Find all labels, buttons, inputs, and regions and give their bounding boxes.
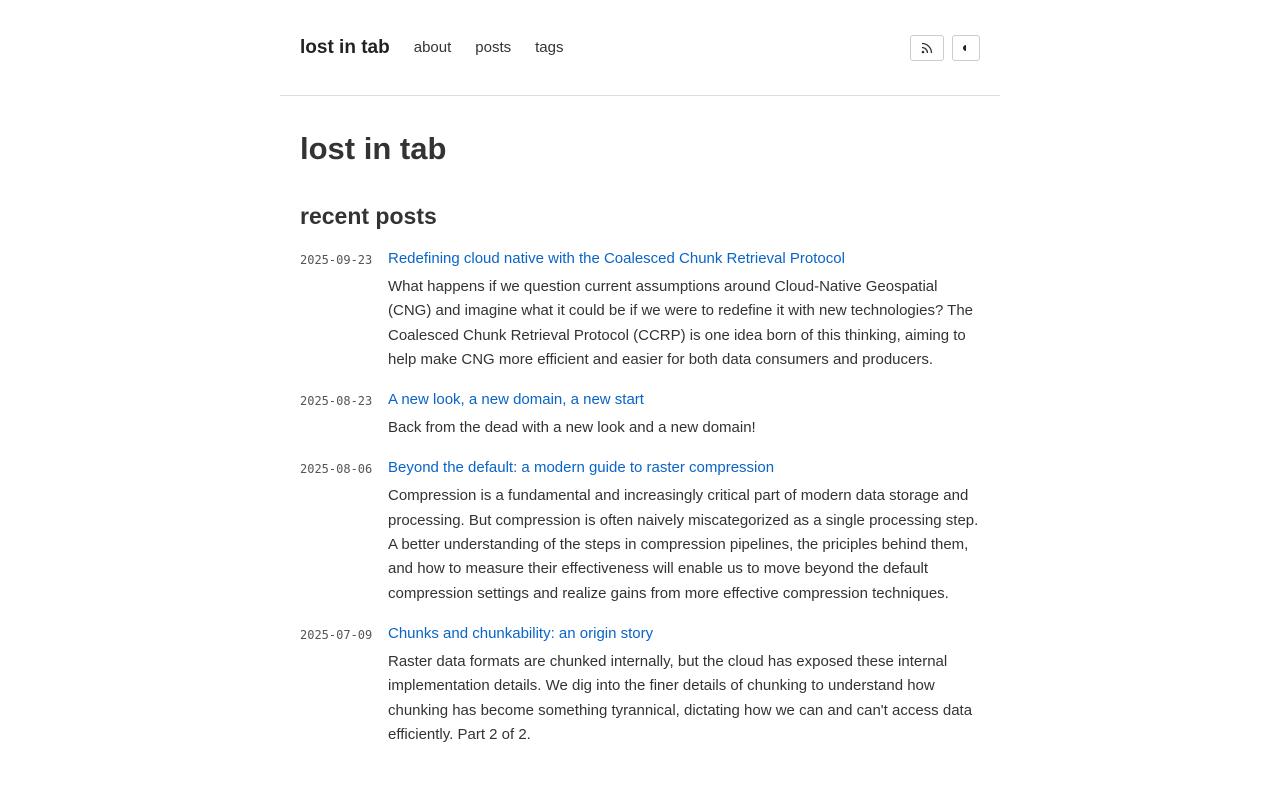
post-date: 2025-08-06 — [300, 462, 373, 477]
post-body — [388, 623, 980, 747]
nav-link-about[interactable]: about — [413, 39, 452, 56]
page-title: lost in tab — [300, 131, 447, 166]
post-body — [388, 389, 980, 440]
post-date: 2025-08-23 — [300, 394, 373, 409]
post-title-link[interactable]: Beyond the default: a modern guide to raster compression — [388, 459, 775, 477]
nav-link-posts[interactable]: posts — [475, 39, 512, 56]
post-item — [300, 389, 980, 440]
post-list — [300, 248, 980, 747]
half-moon-icon — [962, 44, 970, 52]
site-title-link[interactable]: lost in tab — [300, 36, 390, 58]
post-summary: Back from the dead with a new look and a new domain! — [388, 419, 756, 437]
page-container — [280, 0, 1000, 747]
rss-feed-button[interactable] — [910, 35, 944, 61]
site-header — [280, 0, 1000, 96]
recent-posts-heading: recent posts — [300, 203, 437, 229]
post-body — [388, 457, 980, 605]
post-item — [300, 623, 980, 747]
post-summary: Compression is a fundamental and increasingly critical part of modern data storage and processing. But compression is often naively miscategorized as a single processing step. A better understanding of the steps in compression pipelines, the priciples behind them, and how to measure their effectiveness will enable us to move beyond the default compression settings and realize gains from more effective compression techniques. — [388, 487, 979, 602]
post-date: 2025-09-23 — [300, 253, 373, 267]
post-title-link[interactable]: A new look, a new domain, a new start — [388, 391, 644, 409]
post-date: 2025-07-09 — [300, 627, 373, 642]
post-body — [388, 248, 980, 372]
post-item — [300, 248, 980, 372]
nav-link-tags[interactable]: tags — [535, 39, 564, 56]
post-title-link[interactable]: Redefining cloud native with the Coalesced Chunk Retrieval Protocol — [388, 250, 845, 267]
post-title-link[interactable]: Chunks and chunkability: an origin story — [388, 624, 654, 642]
main-content — [280, 130, 1000, 747]
rss-icon — [921, 42, 933, 54]
post-item — [300, 457, 980, 605]
header-actions — [910, 35, 980, 61]
theme-toggle-button[interactable] — [952, 35, 980, 61]
main-nav — [414, 39, 564, 56]
post-summary: What happens if we question current assumptions around Cloud-Native Geospatial (CNG) and imagine what it could be if we were to redefine it with new technologies? The Coalesced Chunk Retrieval Protocol (CCRP) is one idea born of this thinking, aiming to help make CNG more efficient and easier for both data consumers and producers. — [388, 278, 974, 368]
post-summary: Raster data formats are chunked internally, but the cloud has exposed these internal implementation details. We dig into the finer details of chunking to understand how chunking has become something tyrannical, dictating how we can and can't access data efficiently. Part 2 of 2. — [388, 652, 973, 743]
